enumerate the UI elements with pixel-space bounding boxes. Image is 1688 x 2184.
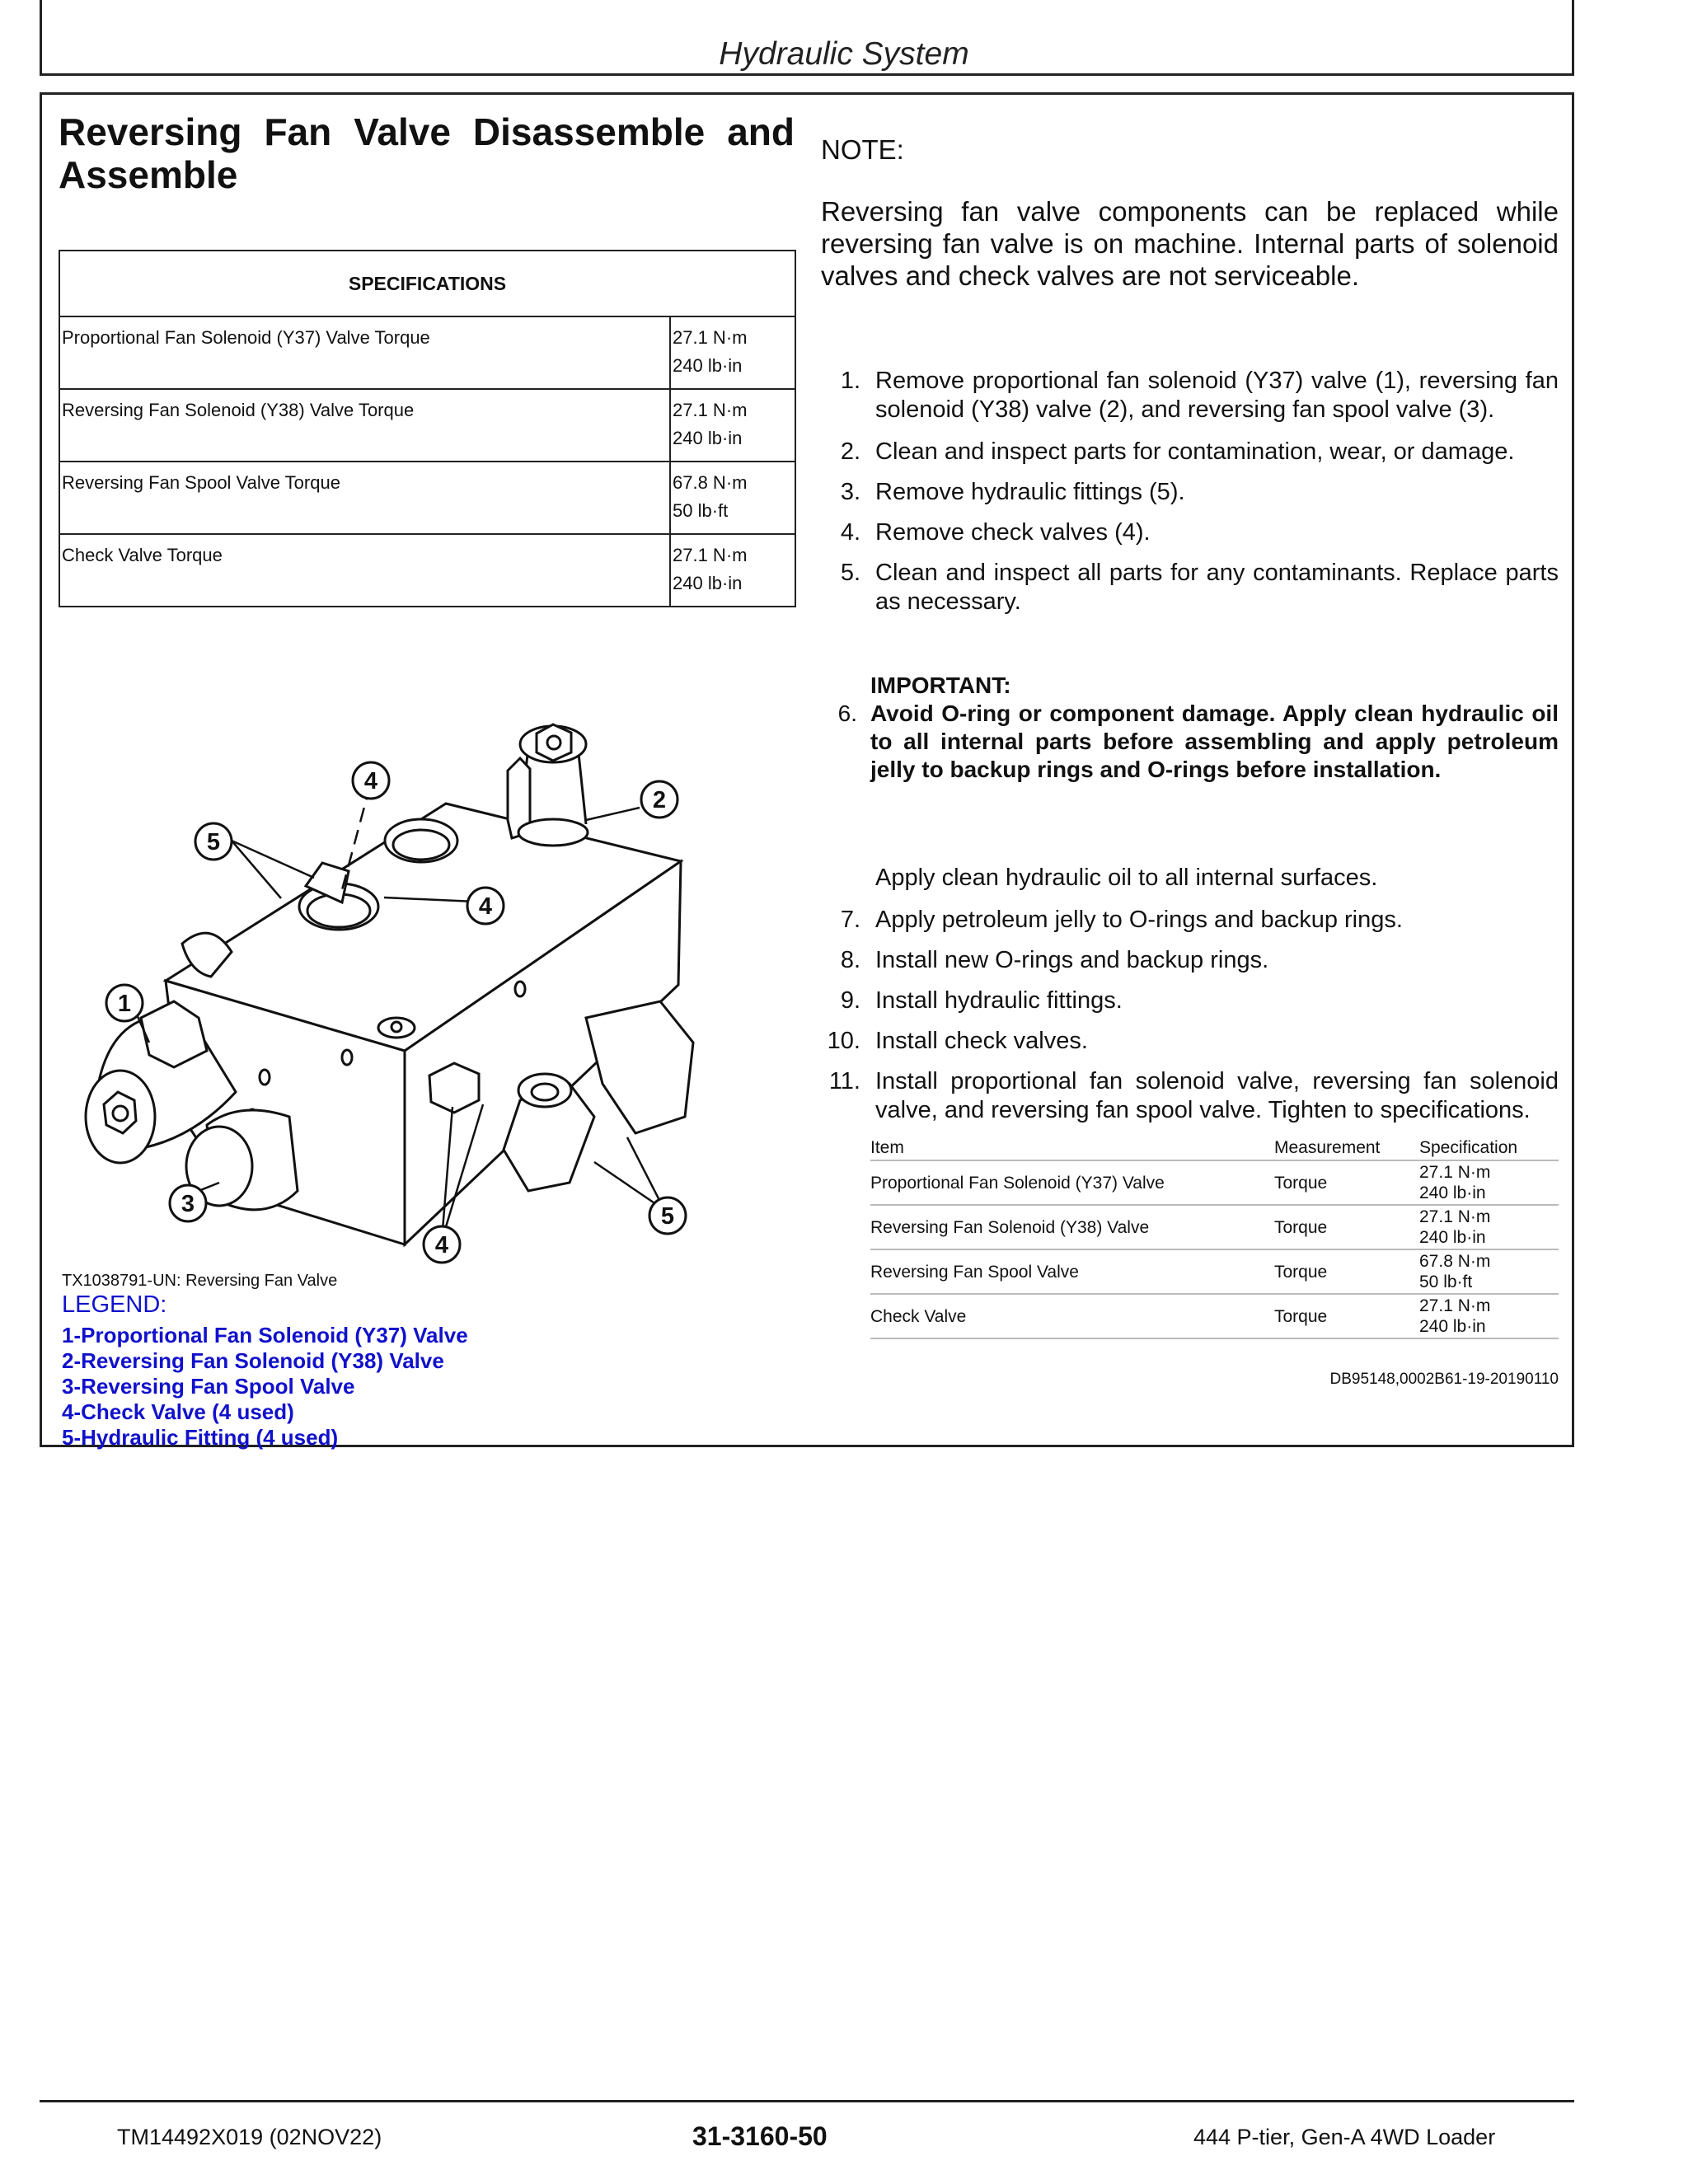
- list-item: 5. Clean and inspect all parts for any contaminants. Replace parts as necessary.: [840, 560, 1559, 615]
- right-column: [821, 111, 1559, 1388]
- torque-item: Check Valve: [870, 1294, 1274, 1338]
- legend-item: 1-Proportional Fan Solenoid (Y37) Valve: [62, 1323, 468, 1347]
- svg-text:1: 1: [117, 991, 132, 1017]
- steps-list-a: [821, 367, 1559, 616]
- svg-text:5: 5: [206, 829, 221, 855]
- callout-4-middle: [467, 888, 504, 924]
- callout-2: [641, 781, 678, 818]
- torque-spec: 27.1 N·m 240 lb·in: [1419, 1205, 1559, 1249]
- table-row: [870, 1205, 1559, 1249]
- column-header: Item: [870, 1137, 1274, 1160]
- torque-measurement: Torque: [1274, 1205, 1419, 1249]
- solenoid-y38: [508, 724, 588, 846]
- torque-spec: 27.1 N·m 240 lb·in: [1419, 1160, 1559, 1205]
- spec-item: Proportional Fan Solenoid (Y37) Valve Torque: [59, 316, 670, 389]
- spec-item: Reversing Fan Solenoid (Y38) Valve Torque: [59, 389, 670, 462]
- important-label: IMPORTANT:: [870, 673, 1011, 698]
- torque-measurement: Torque: [1274, 1160, 1419, 1205]
- reversing-fan-valve-figure: [59, 655, 795, 1282]
- apply-oil-text: Apply clean hydraulic oil to all internal surfaces.: [875, 865, 1378, 891]
- callout-3: [170, 1185, 206, 1221]
- spec-value: 67.8 N·m 50 lb·ft: [670, 462, 795, 534]
- table-row: [870, 1249, 1559, 1294]
- footer-manual-id: TM14492X019 (02NOV22): [117, 2125, 382, 2149]
- table-row: [870, 1160, 1559, 1205]
- spec-value: 27.1 N·m 240 lb·in: [670, 534, 795, 607]
- legend-item: 2-Reversing Fan Solenoid (Y38) Valve: [62, 1348, 444, 1373]
- note-label: NOTE:: [821, 134, 904, 165]
- spec-value: 27.1 N·m 240 lb·in: [670, 389, 795, 462]
- specifications-table: [59, 250, 796, 607]
- table-row: [59, 462, 795, 534]
- list-item: 8. Install new O-rings and backup rings.: [840, 947, 1269, 973]
- svg-text:3: 3: [181, 1191, 195, 1217]
- important-text: 6. Avoid O-ring or component damage. Apply clean hydraulic oil to all internal parts before assembling and apply petroleum jelly to backup rings and O-rings before installation.: [837, 701, 1559, 782]
- table-row: [870, 1294, 1559, 1338]
- list-item: 2. Clean and inspect parts for contamination, wear, or damage.: [840, 438, 1515, 465]
- callout-4-top: [353, 762, 389, 799]
- footer-rule: [40, 2100, 1574, 2102]
- document-id: DB95148,0002B61-19-20190110: [1329, 1371, 1559, 1388]
- spec-item: Check Valve Torque: [59, 534, 670, 607]
- legend-item: 3-Reversing Fan Spool Valve: [62, 1374, 355, 1399]
- torque-spec: 67.8 N·m 50 lb·ft: [1419, 1249, 1559, 1294]
- spec-value: 27.1 N·m 240 lb·in: [670, 316, 795, 389]
- torque-item: Proportional Fan Solenoid (Y37) Valve: [870, 1160, 1274, 1205]
- table-row: [59, 316, 795, 389]
- table-row: [59, 534, 795, 607]
- section-title: Reversing Fan Valve Disassemble and Assemble: [59, 110, 795, 196]
- specifications-header: SPECIFICATIONS: [59, 251, 795, 316]
- column-header: Specification: [1419, 1137, 1559, 1160]
- torque-item: Reversing Fan Spool Valve: [870, 1249, 1274, 1294]
- left-column: [59, 110, 795, 1450]
- important-block: [821, 672, 1559, 784]
- torque-measurement: Torque: [1274, 1294, 1419, 1338]
- svg-text:4: 4: [434, 1232, 449, 1258]
- column-header: Measurement: [1274, 1137, 1419, 1160]
- svg-text:4: 4: [478, 893, 493, 920]
- list-item: 7. Apply petroleum jelly to O-rings and backup rings.: [840, 907, 1403, 933]
- legend-item: 5-Hydraulic Fitting (4 used): [62, 1425, 339, 1450]
- header-title: Hydraulic System: [719, 36, 969, 72]
- list-item: 11. Install proportional fan solenoid valve, reversing fan solenoid valve, and reversing fan spool valve. Tighten to specifications.: [828, 1068, 1559, 1123]
- torque-table-header: [870, 1137, 1559, 1160]
- legend-title: LEGEND:: [62, 1291, 167, 1318]
- torque-item: Reversing Fan Solenoid (Y38) Valve: [870, 1205, 1274, 1249]
- figure-caption: TX1038791-UN: Reversing Fan Valve: [62, 1272, 338, 1290]
- svg-text:5: 5: [660, 1203, 675, 1230]
- legend-item: 4-Check Valve (4 used): [62, 1399, 294, 1424]
- torque-measurement: Torque: [1274, 1249, 1419, 1294]
- footer-page-number: 31-3160-50: [692, 2121, 828, 2151]
- steps-list-b: [821, 906, 1559, 1125]
- content-box: [40, 92, 1574, 1450]
- callout-5-bottom: [649, 1197, 686, 1234]
- note-text: Reversing fan valve components can be replaced while reversing fan valve is on machine. Internal parts of solenoid valves and check valves are not serviceable.: [821, 196, 1559, 291]
- footer-machine-name: 444 P-tier, Gen-A 4WD Loader: [1193, 2125, 1496, 2149]
- callout-4-bottom: [424, 1226, 460, 1263]
- list-item: 9. Install hydraulic fittings.: [840, 987, 1123, 1014]
- torque-table: [870, 1137, 1559, 1339]
- table-row: [59, 389, 795, 462]
- list-item: 1. Remove proportional fan solenoid (Y37) valve (1), reversing fan solenoid (Y38) valve (2), and reversing fan spool valve (3).: [840, 368, 1559, 423]
- callout-5-top: [195, 823, 232, 860]
- list-item: 3. Remove hydraulic fittings (5).: [840, 479, 1185, 505]
- svg-text:4: 4: [363, 768, 378, 794]
- legend-list: [62, 1323, 468, 1451]
- svg-text:2: 2: [652, 787, 667, 813]
- list-item: 4. Remove check valves (4).: [840, 519, 1151, 546]
- spec-item: Reversing Fan Spool Valve Torque: [59, 462, 670, 534]
- torque-spec: 27.1 N·m 240 lb·in: [1419, 1294, 1559, 1338]
- callout-1: [106, 985, 143, 1021]
- list-item: 10. Install check valves.: [827, 1028, 1088, 1054]
